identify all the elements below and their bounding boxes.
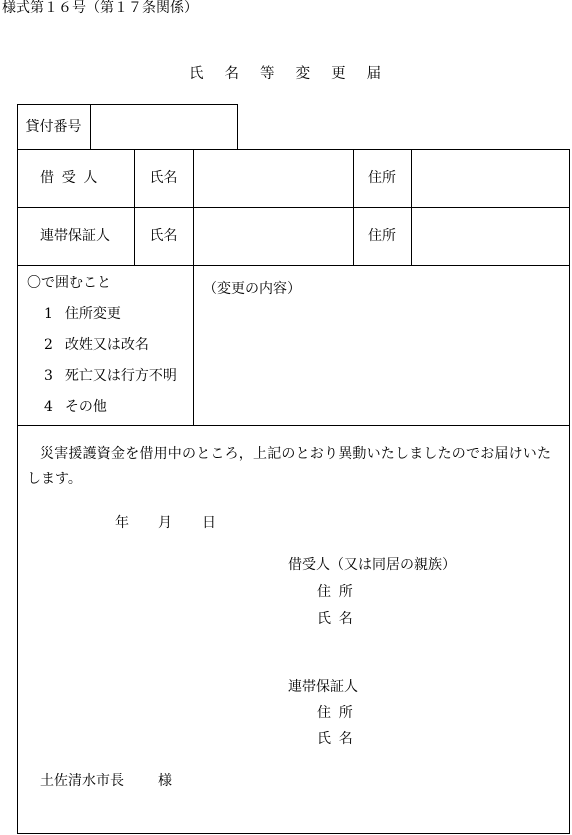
signer-borrower-name-label: 氏名 xyxy=(317,611,361,627)
signer-borrower-address-label: 住所 xyxy=(317,584,361,600)
option-number: 1 xyxy=(44,306,53,322)
change-details-label: （変更の内容） xyxy=(203,281,301,297)
change-option[interactable] xyxy=(44,338,149,352)
date-day: 日 xyxy=(202,515,216,531)
guarantor-name-label: 氏名 xyxy=(149,228,178,244)
borrower-label: 借受人 xyxy=(40,170,106,186)
borrower-name-label: 氏名 xyxy=(149,170,178,186)
option-label: その他 xyxy=(64,399,107,415)
divider xyxy=(411,149,412,265)
option-label: 住所変更 xyxy=(64,306,121,322)
addressee-honorific: 様 xyxy=(158,773,172,789)
change-option[interactable] xyxy=(44,307,121,321)
form-number: 様式第１６号（第１７条関係） xyxy=(2,0,198,16)
divider xyxy=(17,425,570,426)
signer-guarantor-name-label: 氏名 xyxy=(317,731,361,747)
option-number: 4 xyxy=(44,399,53,415)
change-instruction: 〇で囲むこと xyxy=(27,275,111,291)
date-month: 月 xyxy=(158,515,172,531)
date-year: 年 xyxy=(115,515,129,531)
signer-guarantor-address-label: 住所 xyxy=(317,705,361,721)
guarantor-name-field[interactable] xyxy=(195,207,357,265)
statement-line: します。 xyxy=(27,471,82,487)
guarantor-address-field[interactable] xyxy=(413,207,572,265)
option-label: 死亡又は行方不明 xyxy=(64,368,177,384)
borrower-name-field[interactable] xyxy=(195,149,357,207)
change-details-field[interactable] xyxy=(210,305,560,417)
divider xyxy=(17,265,570,266)
guarantor-address-label: 住所 xyxy=(368,228,396,244)
option-label: 改姓又は改名 xyxy=(64,337,149,353)
statement-line: 災害援護資金を借用中のところ，上記のとおり異動いたしましたのでお届けいた xyxy=(40,446,552,462)
borrower-address-label: 住所 xyxy=(368,170,396,186)
loan-number-label: 貸付番号 xyxy=(25,119,82,135)
change-option[interactable] xyxy=(44,400,107,414)
loan-number-field[interactable] xyxy=(92,104,242,150)
signer-borrower-heading: 借受人（又は同居の親族） xyxy=(288,557,456,573)
option-number: 2 xyxy=(44,337,53,353)
page-title: 氏名等変更届 xyxy=(189,66,403,82)
signer-guarantor-heading: 連帯保証人 xyxy=(288,679,358,695)
option-number: 3 xyxy=(44,368,53,384)
change-option[interactable] xyxy=(44,369,177,383)
addressee-name: 土佐清水市長 xyxy=(40,773,124,789)
divider xyxy=(193,149,194,425)
divider xyxy=(90,104,91,149)
guarantor-label: 連帯保証人 xyxy=(40,228,110,244)
borrower-address-field[interactable] xyxy=(413,149,572,207)
